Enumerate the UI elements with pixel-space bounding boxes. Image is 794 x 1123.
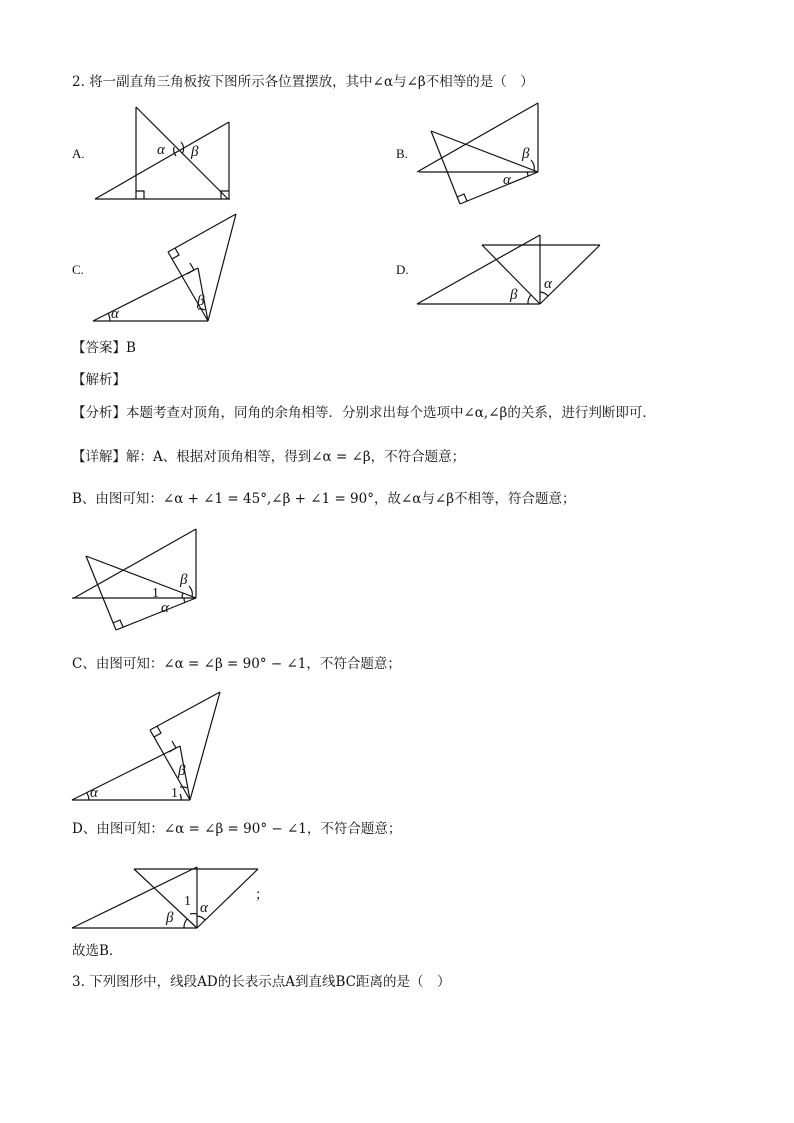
angle-1-label: 1 xyxy=(152,586,159,601)
beta-label: β xyxy=(197,293,205,309)
option-b-label: B. xyxy=(396,146,408,161)
figure-option-c xyxy=(90,212,250,327)
alpha-label: α xyxy=(503,172,511,188)
figure-d-semicolon: ； xyxy=(255,887,269,903)
beta-label: β xyxy=(166,910,174,926)
beta-label: β xyxy=(191,144,199,160)
option-a-label: A. xyxy=(72,146,85,161)
detail-d: D、由图可知：∠α = ∠β = 90° − ∠1，不符合题意； xyxy=(72,821,402,837)
angle-1-label: 1 xyxy=(171,786,178,801)
beta-label: β xyxy=(510,287,518,303)
figure-detail-b xyxy=(72,526,212,636)
analysis-heading: 【解析】 xyxy=(72,372,126,388)
conclusion: 故选B． xyxy=(72,943,123,959)
figure-option-a xyxy=(90,104,250,204)
detail-c: C、由图可知：∠α = ∠β = 90° − ∠1，不符合题意； xyxy=(72,656,401,672)
figure-option-b xyxy=(414,100,554,210)
answer: 【答案】B xyxy=(72,340,136,356)
question-3-stem: 3. 下列图形中，线段AD的长表示点A到直线BC距离的是（ ） xyxy=(72,974,451,990)
alpha-label: α xyxy=(544,276,552,292)
alpha-label: α xyxy=(90,785,98,801)
beta-label: β xyxy=(180,572,188,588)
angle-1-label: 1 xyxy=(184,894,191,909)
option-d-label: D. xyxy=(396,262,409,277)
alpha-label: α xyxy=(157,142,165,158)
alpha-label: α xyxy=(161,600,169,616)
figure-detail-c xyxy=(72,690,232,805)
detail-a: 【详解】解：A、根据对顶角相等，得到∠α = ∠β，不符合题意； xyxy=(72,449,466,465)
alpha-label: α xyxy=(200,900,208,916)
figure-detail-d xyxy=(72,862,272,932)
detail-b: B、由图可知：∠α + ∠1 = 45°,∠β + ∠1 = 90°，故∠α与∠β不相等，符合题意； xyxy=(72,491,576,507)
question-2-stem: 2. 将一副直角三角板按下图所示各位置摆放，其中∠α与∠β不相等的是（ ） xyxy=(72,74,534,90)
option-c-label: C. xyxy=(72,262,84,277)
beta-label: β xyxy=(178,763,186,779)
beta-label: β xyxy=(522,146,530,162)
figure-option-d xyxy=(414,230,614,310)
analysis-fenxi: 【分析】本题考查对顶角，同角的余角相等．分别求出每个选项中∠α,∠β的关系，进行判断即可． xyxy=(72,405,656,421)
alpha-label: α xyxy=(111,306,119,322)
